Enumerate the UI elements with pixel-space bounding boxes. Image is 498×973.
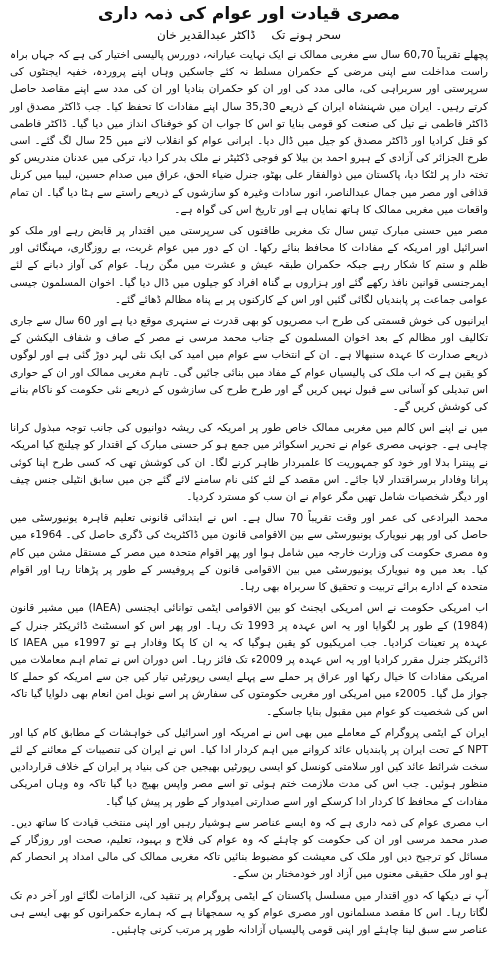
article-paragraph: اب مصری عوام کی ذمہ داری ہے کہ وہ ایسے عناصر سے ہوشیار رہیں اور اپنی منتخب قیادت کا ساتھ دیں۔ صدر محمد مرسی اور ان کی حکومت کو چاہئے کہ وہ عوام کی فلاح و بہبود، تعلیم، صحت اور روزگار کے مسائل کو ترجیح دیں اور ملک کی معیشت کو مضبوط بنائیں تاکہ مغربی ممالک کی مالی امداد پر انحصار کم ہو اور ملک حقیقی معنوں میں آزاد اور خودمختار بن سکے۔ (10, 816, 488, 881)
article-paragraph: مصر میں حسنی مبارک تیس سال تک مغربی طاقتوں کی سرپرستی میں اقتدار پر قابض رہے اور ملک کو اسرائیل اور امریکہ کے مفادات کا محافظ بنائے رکھا۔ ان کے دور میں عوام غربت، بے روزگاری، مہنگائی اور ظلم و ستم کا شکار رہے جبکہ حکمران طبقہ عیش و عشرت میں مگن رہا۔ عوام کی آواز دبانے کے لئے ایمرجنسی قوانین نافذ رکھے گئے اور ہزاروں بے گناہ افراد کو جیلوں میں ڈال دیا گیا۔ اخوان المسلمون جیسی عوامی جماعت پر پابندیاں لگائی گئیں اور اس کے کارکنوں پر بے پناہ مظالم ڈھائے گئے۔ (10, 225, 488, 306)
article-paragraph: میں نے اپنے اس کالم میں مغربی ممالک خاص طور پر امریکہ کی ریشہ دوانیوں کی جانب توجہ مبذول کرانا چاہی ہے۔ جونہی مصری عوام نے تحریر اسکوائر میں جمع ہو کر حسنی مبارک کے اقتدار کو چیلنج کیا امریکہ نے پینترا بدلا اور خود کو جمہوریت کا علمبردار ظاہر کرنے لگا۔ ان کی کوشش تھی کہ کسی طرح اپنا کوئی پرانا وفادار برسراقتدار لایا جائے۔ اس مقصد کے لئے کئی نام سامنے لائے گئے جن میں سابق انٹیلی جنس چیف اور دیگر شخصیات شامل تھیں مگر عوام نے ان سب کو مسترد کردیا۔ (10, 422, 488, 504)
column-tagline: سحر ہونے تک (271, 28, 342, 42)
article-paragraph: اب امریکی حکومت نے اس امریکی ایجنٹ کو بین الاقوامی ایٹمی توانائی ایجنسی (IAEA) میں مشیر قانون (1984) کے طور پر لگوایا اور یہ اس عہدہ پر 1993 تک رہا۔ اور پھر اس کو اسسٹنٹ ڈائریکٹر جنرل کے عہدہ پر تعینات کرادیا۔ جب امریکیوں کو یقین ہوگیا کہ یہ ان کا پکا وفادار ہے تو 1997ء میں IAEA کا ڈائریکٹر جنرل مقرر کرادیا اور یہ اس عہدہ پر 2009ء تک فائز رہا۔ اس دوران اس نے تمام اہم معاملات میں امریکی مفادات کا خیال رکھا اور عراق پر حملے سے پہلے ایسی رپورٹیں تیار کیں جن سے امریکہ کو حملے کا جواز مل گیا۔ 2005ء میں امریکی اور مغربی حکومتوں کی سفارش پر اسے نوبل امن انعام بھی دلوایا گیا تاکہ اس کی شخصیت کو عوام میں مقبول بنایا جاسکے۔ (10, 602, 489, 718)
article-paragraph: پچھلے تقریباً 60,70 سال سے مغربی ممالک نے ایک نہایت عیارانہ، دوررس پالیسی اختیار کی ہے کہ جہاں براہ راست مداخلت سے اپنی مرضی کے حکمران مسلط نہ کئے جاسکیں وہاں اپنے پروردہ، خفیہ ایجنٹوں کی سرپرستی اور سربراہی کی، مالی مدد کی اور ان کو حکمران بنادیا اور ان کی مدد سے اپنے مقاصد حاصل کرتے رہیں۔ ایران میں شہنشاہ ایران کے ذریعے 35,30 سال اپنے مفادات کا تحفظ کیا۔ جب ڈاکٹر مصدق اور ڈاکٹر فاطمی نے تیل کی صنعت کو قومی بنایا تو اس کا جواب ان کو خوفناک انداز میں دیا گیا۔ ڈاکٹر فاطمی کو قتل کرادیا اور ڈاکٹر مصدق کو جیل میں ڈال دیا۔ ایرانی عوام کو انقلاب لانے میں 25 سال لگ گئے۔ اسی طرح الجزائر کی آزادی کے ہیرو احمد بن بیلا کو فوجی ڈکٹیٹر نے ملک بدر کرا دیا، ترکی میں عدنان مندریس کو تختہ دار پر لٹکا دیا، پاکستان میں ذوالفقار علی بھٹو، جنرل ضیاء الحق، عراق میں صدام حسین، لیبیا میں کرنل قذافی اور مصر میں جمال عبدالناصر، انور سادات وغیرہ کو سازشوں کے ذریعے راستے سے ہٹا دیا گیا۔ ان تمام واقعات میں مغربی ممالک کا ہاتھ نمایاں ہے اور تاریخ اس کی گواہ ہے۔ (10, 49, 488, 216)
article-paragraph: ایران کے ایٹمی پروگرام کے معاملے میں بھی اس نے امریکہ اور اسرائیل کی خواہشات کے مطابق کام کیا اور NPT کے تحت ایران پر پابندیاں عائد کروانے میں اہم کردار ادا کیا۔ اس نے ایران کی تنصیبات کے معائنے کے لئے سخت شرائط عائد کیں اور سلامتی کونسل کو ایسی رپورٹیں بھیجیں جن کی بنیاد پر ایران کے خلاف قراردادیں منظور ہوئیں۔ جب اس کی مدت ملازمت ختم ہوئی تو اسے مصر واپس بھیج دیا گیا تاکہ وہ وہاں امریکی مفادات کے محافظ کا کردار ادا کرسکے اور اسے صدارتی امیدوار کے طور پر پیش کیا گیا۔ (10, 726, 488, 808)
article-paragraph: ایرانیوں کی خوش قسمتی کی طرح اب مصریوں کو بھی قدرت نے سنہری موقع دیا ہے اور 60 سال سے جاری تکالیف اور مظالم کے بعد اخوان المسلمون کے جناب محمد مرسی نے مصر کے صاف و شفاف الیکشن کے ذریعے صدارت کا عہدہ سنبھالا ہے۔ ان کے انتخاب سے عوام میں امید کی ایک نئی لہر دوڑ گئی ہے اور لوگوں کو یقین ہے کہ اب ملک کی پالیسیاں عوام کے مفاد میں بنائی جائیں گی۔ تاہم مغربی ممالک اور ان کے حواری اس تبدیلی کو آسانی سے قبول نہیں کریں گے اور طرح طرح کی سازشوں کے ذریعے نئی حکومت کو ناکام بنانے کی کوشش کریں گے۔ (10, 315, 488, 414)
article-body (10, 47, 488, 939)
article-title: مصری قیادت اور عوام کی ذمہ داری (97, 4, 401, 24)
article-byline (10, 26, 488, 44)
article-paragraph: آپ نے دیکھا کہ دورِ اقتدار میں مسلسل پاکستان کے ایٹمی پروگرام پر تنقید کی، الزامات لگائے اور آخر دم تک لگاتا رہا۔ اس کا مقصد مسلمانوں اور مصری عوام کو یہ سمجھانا ہے کہ ہمارے حکمرانوں کو بھی ایسے ہی عناصر سے سبق لینا چاہئے اور اپنی قومی پالیسیاں آزادانہ طور پر مرتب کرنی چاہئیں۔ (10, 889, 488, 936)
article-paragraph: محمد البرادعی کی عمر اور وقت تقریباً 70 سال ہے۔ اس نے ابتدائی قانونی تعلیم قاہرہ یونیورسٹی میں حاصل کی اور پھر نیویارک یونیورسٹی سے بین الاقوامی قانون میں ڈاکٹریٹ کی ڈگری حاصل کی۔ 1964ء میں وہ مصری حکومت کی وزارت خارجہ میں شامل ہوا اور پھر اقوام متحدہ میں مصر کے مستقل مشن میں کام کیا۔ بعد میں وہ نیویارک یونیورسٹی میں بین الاقوامی قانون کے پروفیسر کے طور پر پڑھاتا رہا اور اقوام متحدہ کے ادارے برائے تربیت و تحقیق کا سربراہ بھی رہا۔ (10, 512, 488, 594)
author-name: ڈاکٹر عبدالقدیر خان (156, 28, 256, 42)
